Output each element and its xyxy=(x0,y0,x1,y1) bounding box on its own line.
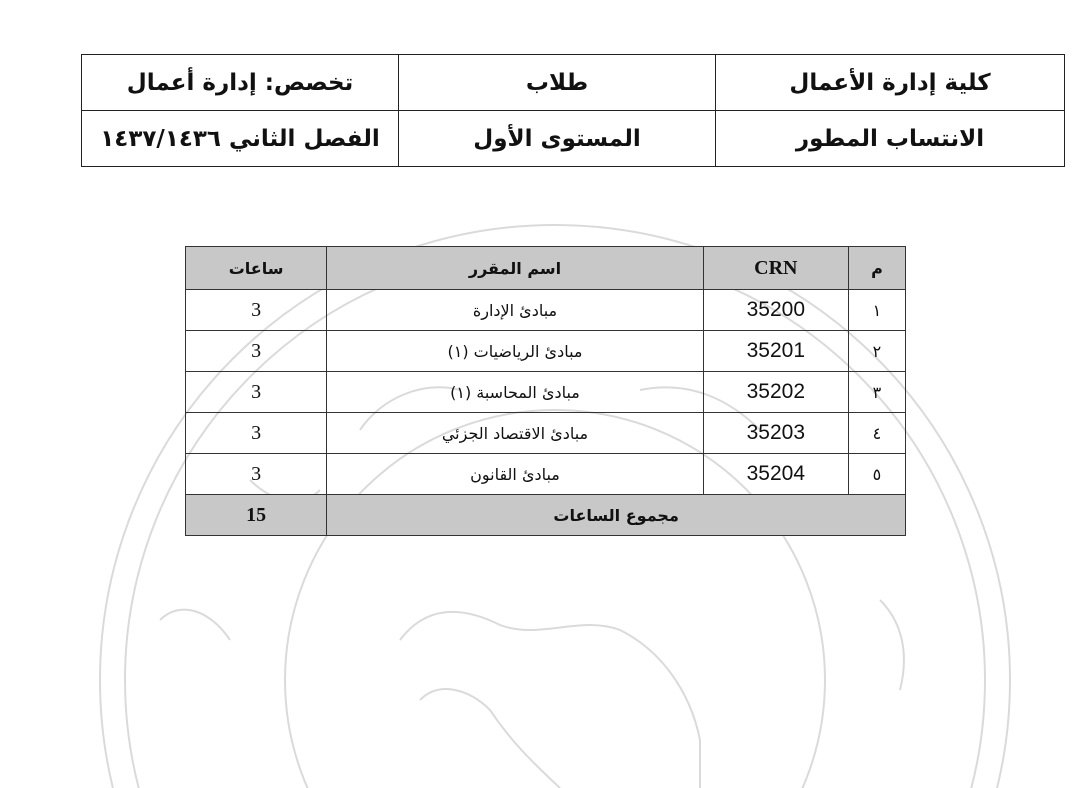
column-header-crn: CRN xyxy=(703,247,848,290)
semester-label: الفصل الثاني ١٤٣٧/١٤٣٦ xyxy=(82,111,399,167)
table-row xyxy=(186,372,906,413)
table-row xyxy=(186,454,906,495)
header-row xyxy=(82,111,1065,167)
header-row xyxy=(82,55,1065,111)
row-index: ٢ xyxy=(848,331,905,372)
course-hours: 3 xyxy=(186,331,327,372)
total-row xyxy=(186,495,906,536)
course-crn: 35204 xyxy=(703,454,848,495)
course-name: مبادئ المحاسبة (١) xyxy=(327,372,704,413)
course-hours: 3 xyxy=(186,454,327,495)
program-type: الانتساب المطور xyxy=(716,111,1065,167)
course-crn: 35203 xyxy=(703,413,848,454)
row-index: ٥ xyxy=(848,454,905,495)
course-name: مبادئ الاقتصاد الجزئي xyxy=(327,413,704,454)
row-index: ١ xyxy=(848,290,905,331)
major-label: تخصص: إدارة أعمال xyxy=(82,55,399,111)
level-label: المستوى الأول xyxy=(399,111,716,167)
table-row xyxy=(186,331,906,372)
program-header-table xyxy=(81,54,1065,167)
course-crn: 35200 xyxy=(703,290,848,331)
total-hours-value: 15 xyxy=(186,495,327,536)
course-crn: 35201 xyxy=(703,331,848,372)
total-hours-label: مجموع الساعات xyxy=(327,495,906,536)
course-crn: 35202 xyxy=(703,372,848,413)
college-name: كلية إدارة الأعمال xyxy=(716,55,1065,111)
row-index: ٤ xyxy=(848,413,905,454)
student-category: طلاب xyxy=(399,55,716,111)
table-row xyxy=(186,413,906,454)
course-hours: 3 xyxy=(186,413,327,454)
row-index: ٣ xyxy=(848,372,905,413)
column-header-course-name: اسم المقرر xyxy=(327,247,704,290)
course-table xyxy=(185,246,906,536)
course-table-header xyxy=(186,247,906,290)
column-header-index: م xyxy=(848,247,905,290)
course-hours: 3 xyxy=(186,372,327,413)
course-name: مبادئ الإدارة xyxy=(327,290,704,331)
table-row xyxy=(186,290,906,331)
course-hours: 3 xyxy=(186,290,327,331)
course-name: مبادئ القانون xyxy=(327,454,704,495)
course-name: مبادئ الرياضيات (١) xyxy=(327,331,704,372)
column-header-hours: ساعات xyxy=(186,247,327,290)
